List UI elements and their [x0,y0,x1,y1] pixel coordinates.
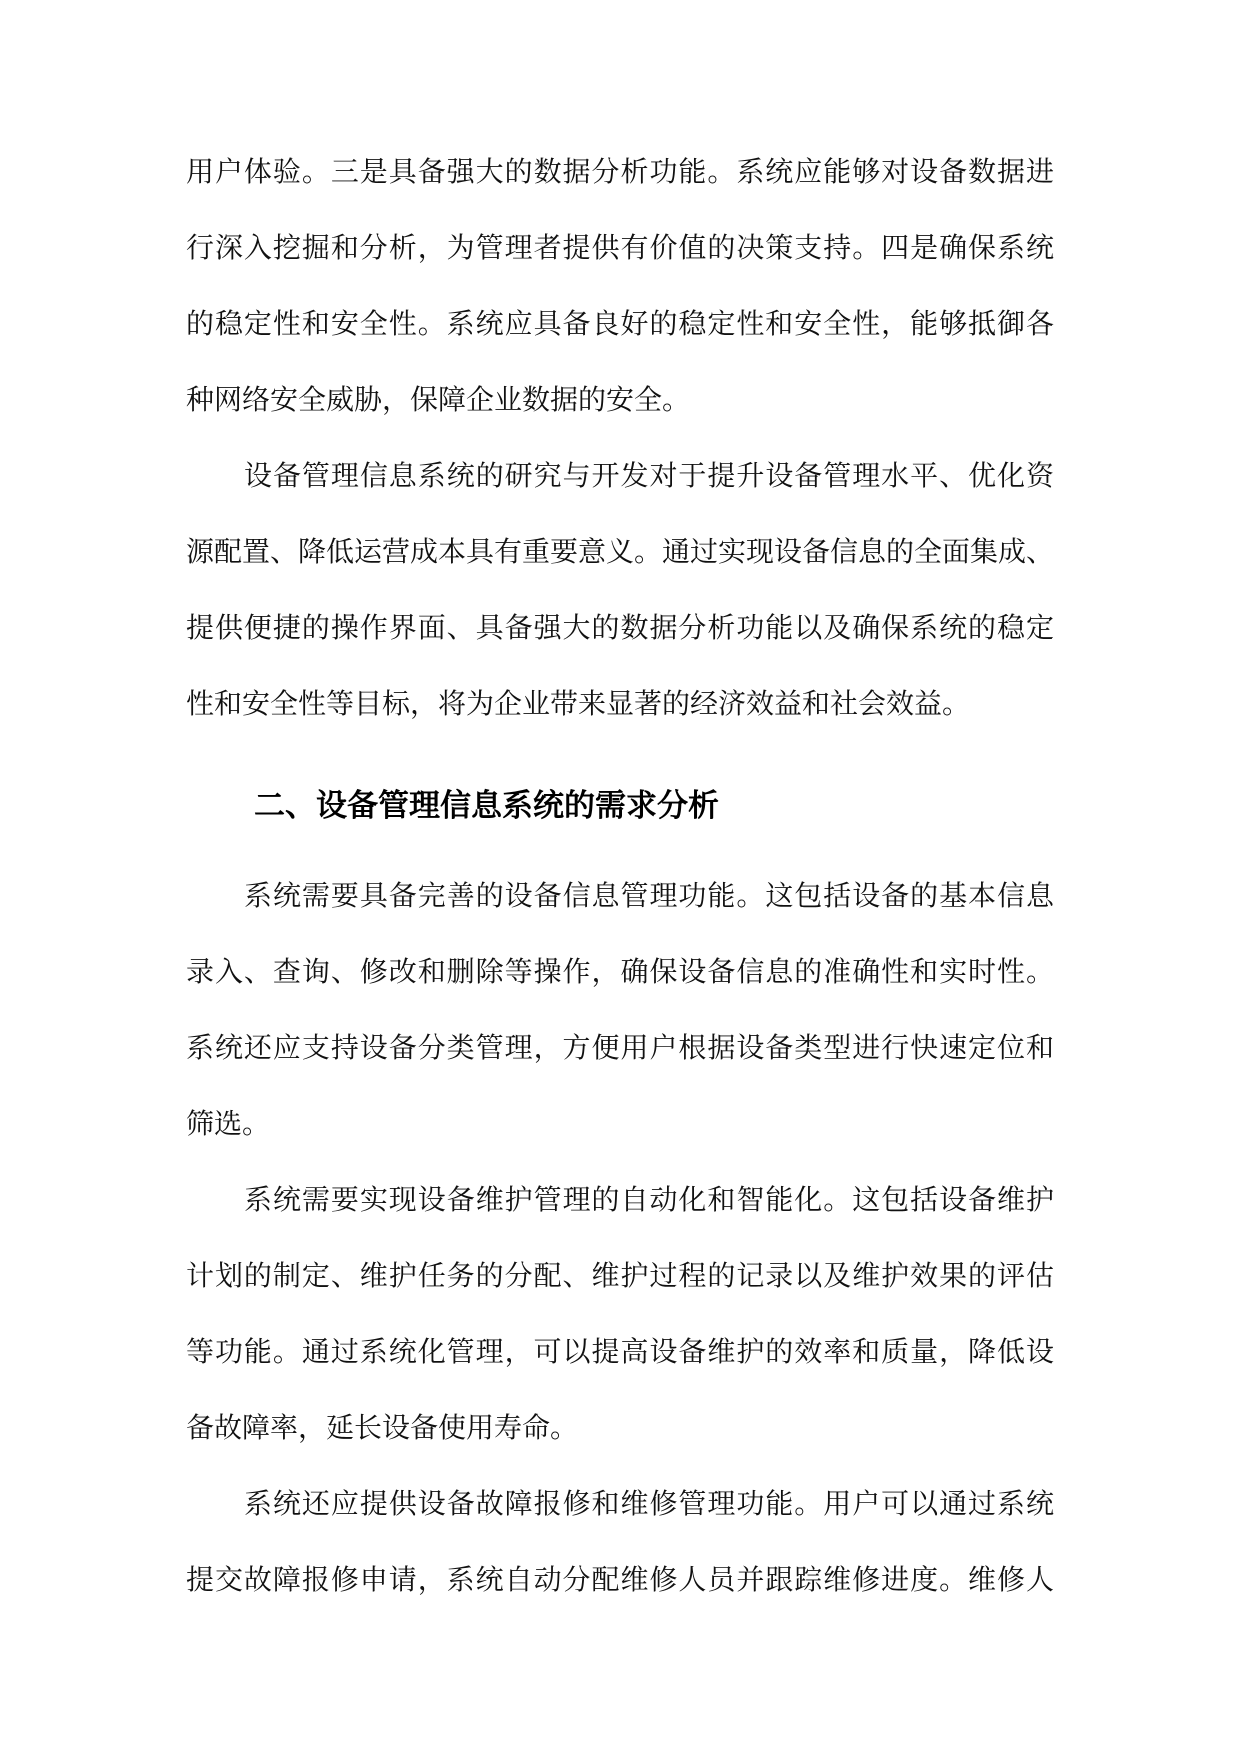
text-line: 设备管理信息系统的研究与开发对于提升设备管理水平、优化资 [244,459,1054,492]
paragraph [186,1162,1054,1466]
text-line: 计划的制定、维护任务的分配、维护过程的记录以及维护效果的评估 [186,1259,1054,1292]
text-line: 提交故障报修申请，系统自动分配维修人员并跟踪维修进度。维修人 [186,1563,1054,1596]
text-line: 等功能。通过系统化管理，可以提高设备维护的效率和质量，降低设 [186,1335,1054,1368]
text-line: 系统需要实现设备维护管理的自动化和智能化。这包括设备维护 [244,1183,1054,1216]
paragraph [186,858,1054,1162]
text-line: 种网络安全威胁，保障企业数据的安全。 [186,383,691,416]
text-line: 筛选。 [186,1107,271,1140]
text-line: 提供便捷的操作界面、具备强大的数据分析功能以及确保系统的稳定 [186,611,1054,644]
text-line: 系统还应支持设备分类管理，方便用户根据设备类型进行快速定位和 [186,1031,1054,1064]
text-line: 行深入挖掘和分析，为管理者提供有价值的决策支持。四是确保系统 [186,231,1054,264]
text-line: 性和安全性等目标，将为企业带来显著的经济效益和社会效益。 [186,687,971,720]
paragraph [186,438,1054,742]
body-text-top [186,134,1054,742]
body-text-bottom [186,858,1054,1618]
text-line: 系统还应提供设备故障报修和维修管理功能。用户可以通过系统 [244,1487,1054,1520]
text-line: 系统需要具备完善的设备信息管理功能。这包括设备的基本信息 [244,879,1054,912]
text-line: 录入、查询、修改和删除等操作，确保设备信息的准确性和实时性。 [186,955,1054,988]
text-line: 用户体验。三是具备强大的数据分析功能。系统应能够对设备数据进 [186,155,1054,188]
section-heading: 二、设备管理信息系统的需求分析 [254,788,719,824]
text-line: 的稳定性和安全性。系统应具备良好的稳定性和安全性，能够抵御各 [186,307,1054,340]
text-line: 备故障率，延长设备使用寿命。 [186,1411,579,1444]
paragraph [186,134,1054,438]
text-line: 源配置、降低运营成本具有重要意义。通过实现设备信息的全面集成、 [186,535,1055,568]
paragraph [186,1466,1054,1618]
